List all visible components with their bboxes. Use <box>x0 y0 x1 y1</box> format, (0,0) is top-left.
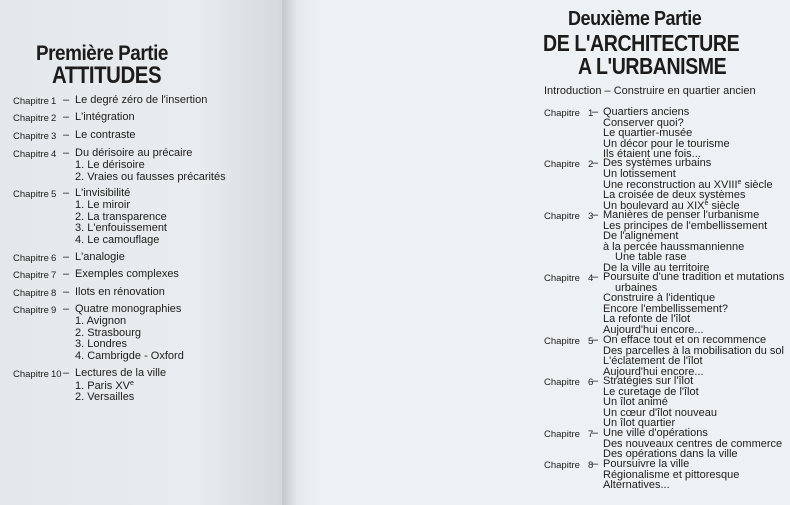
superscript-e: e <box>737 179 742 186</box>
chapter-dash: – <box>63 303 70 315</box>
chapter-title: L'intégration <box>75 111 135 123</box>
chapter-subsection: Conserver quoi? <box>603 116 684 129</box>
chapter-title: Quatre monographies <box>75 303 182 315</box>
chapter-title: Le degré zéro de l'insertion <box>75 94 208 106</box>
chapter-subsection: L'éclatement de l'îlot <box>603 355 703 367</box>
chapter-subsection: De l'alignement <box>603 230 679 242</box>
chapter-dash: – <box>63 111 70 123</box>
chapter-label: Chapitre <box>13 148 49 160</box>
chapter-title: L'analogie <box>75 251 125 263</box>
chapter-subsection: Le curetage de l'îlot <box>603 385 699 398</box>
chapter-subsection: Le quartier-musée <box>603 127 693 139</box>
chapter-subsection: Régionalisme et pittoresque <box>603 468 740 481</box>
chapter-number: 3 <box>588 210 594 222</box>
chapter-subsection: Encore l'embellissement? <box>603 302 728 315</box>
chapter-dash: – <box>592 157 599 169</box>
chapter-subsection: 2. La transparence <box>75 210 167 223</box>
left-part-subtitle: ATTITUDES <box>52 62 162 89</box>
chapter-number: 2 <box>51 112 57 124</box>
chapter-title: On efface tout et on recommence <box>603 334 767 346</box>
chapter-title: Poursuite d'une tradition et mutations <box>603 271 785 283</box>
chapter-number: 6 <box>588 376 594 388</box>
chapter-subsection: Un boulevard au XIXe siècle <box>603 200 740 212</box>
chapter-label: Chapitre <box>13 95 49 107</box>
chapter-title: Lectures de la ville <box>75 367 167 379</box>
chapter-subsection: 2. Vraies ou fausses précarités <box>75 170 226 183</box>
chapter-subsection: 1. Le miroir <box>75 198 131 211</box>
chapter-label: Chapitre <box>13 269 49 281</box>
chapter-label: Chapitre <box>13 287 49 299</box>
chapter-subsection: urbaines <box>615 281 658 294</box>
chapter-dash: – <box>592 334 599 346</box>
chapter-number: 7 <box>51 269 57 281</box>
chapter-number: 9 <box>51 304 57 316</box>
chapter-subsection: 1. Avignon <box>75 314 127 327</box>
chapter-subsection: Un décor pour le tourisme <box>603 137 730 150</box>
chapter-subsection: La refonte de l'îlot <box>603 313 691 325</box>
chapter-subsection: 3. Londres <box>75 338 127 351</box>
chapter-number: 8 <box>51 287 57 299</box>
chapter-title: Exemples complexes <box>75 268 179 280</box>
chapter-number: 6 <box>51 252 57 264</box>
chapter-title: Ilots en rénovation <box>75 286 165 298</box>
chapter-dash: – <box>63 187 70 199</box>
chapter-subsection: 1. Paris XVe <box>75 379 134 392</box>
chapter-subsection: 2. Versailles <box>75 390 135 403</box>
chapter-label: Chapitre <box>544 335 580 347</box>
chapter-title: Quartiers anciens <box>603 106 690 118</box>
chapter-subsection: Aujourd'hui encore... <box>603 365 704 378</box>
chapter-subsection: Alternatives... <box>603 479 670 491</box>
right-part-subtitle-1: DE L'ARCHITECTURE <box>543 30 740 56</box>
chapter-dash: – <box>592 106 599 118</box>
chapter-label: Chapitre <box>13 130 49 142</box>
chapter-title: Du dérisoire au précaire <box>75 147 193 159</box>
chapter-dash: – <box>592 209 599 221</box>
chapter-subsection: Un îlot animé <box>603 396 668 408</box>
chapter-subsection: 3. L'enfouissement <box>75 222 167 235</box>
chapter-subsection: Un îlot quartier <box>603 417 676 429</box>
chapter-subsection: Une table rase <box>615 251 687 263</box>
chapter-label: Chapitre <box>544 428 580 440</box>
superscript-e: e <box>704 200 709 207</box>
chapter-dash: – <box>63 147 70 159</box>
chapter-number: 2 <box>588 158 594 170</box>
chapter-label: Chapitre <box>544 158 580 170</box>
chapter-subsection: Un lotissement <box>603 167 676 180</box>
chapter-subsection: 2. Strasbourg <box>75 326 142 339</box>
right-part-title: Deuxième Partie <box>568 8 702 30</box>
chapter-subsection: Des nouveaux centres de commerce <box>603 437 783 450</box>
chapter-label: Chapitre <box>544 210 580 222</box>
chapter-number: 5 <box>588 335 594 347</box>
chapter-label: Chapitre <box>13 188 49 200</box>
chapter-dash: – <box>592 375 599 387</box>
chapter-dash: – <box>63 251 70 263</box>
introduction: Introduction – Construire en quartier ancien <box>544 85 756 97</box>
chapter-dash: – <box>63 367 70 379</box>
chapter-number: 8 <box>588 459 594 471</box>
chapter-label: Chapitre <box>13 304 49 316</box>
chapter-number: 4 <box>51 148 57 160</box>
chapter-subsection: De la ville au territoire <box>603 261 710 274</box>
book-gutter <box>282 0 320 505</box>
chapter-label: Chapitre <box>13 252 49 264</box>
chapter-title: Le contraste <box>75 129 136 141</box>
chapter-subsection: Construire à l'identique <box>603 292 716 304</box>
chapter-subsection: 4. Le camouflage <box>75 234 160 247</box>
chapter-label: Chapitre <box>544 376 580 388</box>
chapter-subsection: La croisée de deux systèmes <box>603 188 746 201</box>
chapter-subsection: Un cœur d'îlot nouveau <box>603 406 717 419</box>
left-part-title: Première Partie <box>36 42 168 65</box>
chapter-title: Des systèmes urbains <box>603 157 712 169</box>
chapter-subsection: Une reconstruction au XVIIIe siècle <box>603 179 773 191</box>
chapter-subsection: à la percée haussmannienne <box>603 240 745 253</box>
chapter-title: Une ville d'opérations <box>603 427 708 439</box>
chapter-number: 5 <box>51 188 57 200</box>
chapter-subsection: Des parcelles à la mobilisation du sol <box>603 344 784 357</box>
chapter-subsection: 1. Le dérisoire <box>75 158 145 171</box>
chapter-subsection: Des opérations dans la ville <box>603 448 738 460</box>
chapter-subsection: 4. Cambrigde - Oxford <box>75 350 184 363</box>
chapter-dash: – <box>63 129 70 141</box>
chapter-subsection: Les principes de l'embellissement <box>603 219 768 232</box>
chapter-number: 1 <box>51 95 57 107</box>
chapter-number: 4 <box>588 272 594 284</box>
chapter-dash: – <box>63 94 70 106</box>
chapter-subsection: Aujourd'hui encore... <box>603 323 704 336</box>
superscript-e: e <box>130 379 134 387</box>
chapter-number: 10 <box>51 368 62 380</box>
chapter-dash: – <box>592 458 599 470</box>
chapter-dash: – <box>63 268 70 280</box>
chapter-label: Chapitre <box>13 112 49 124</box>
chapter-dash: – <box>592 271 599 283</box>
chapter-label: Chapitre <box>544 272 580 284</box>
chapter-number: 1 <box>588 107 594 119</box>
chapter-title: Manières de penser l'urbanisme <box>603 209 760 221</box>
chapter-label: Chapitre <box>13 368 49 380</box>
chapter-label: Chapitre <box>544 107 580 119</box>
chapter-title: Poursuivre la ville <box>603 458 690 470</box>
chapter-title: Stratégies sur l'îlot <box>603 375 694 387</box>
chapter-dash: – <box>592 427 599 439</box>
chapter-dash: – <box>63 286 70 298</box>
chapter-title: L'invisibilité <box>75 187 131 199</box>
chapter-number: 3 <box>51 130 57 142</box>
right-part-subtitle-2: A L'URBANISME <box>578 53 727 79</box>
chapter-number: 7 <box>588 428 594 440</box>
chapter-label: Chapitre <box>544 459 580 471</box>
chapter-subsection: Ils étaient une fois... <box>603 148 701 160</box>
